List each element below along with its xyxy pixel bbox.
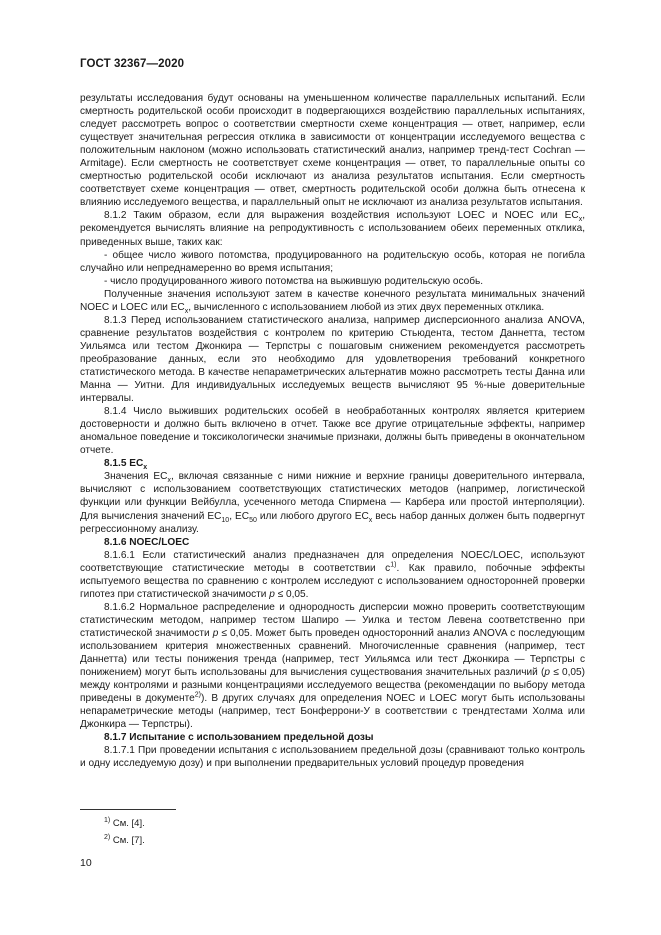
section-heading-8-1-7: 8.1.7 Испытание с использованием предельной дозы: [104, 732, 374, 744]
document-header: ГОСТ 32367—2020: [80, 58, 185, 70]
footnote-divider: [80, 809, 176, 810]
paragraph-ecx-values: Значения $EC_x$, включая связанные с ними нижние и верхние границы доверительного интервала, вычисляют с использованием соответствующих статистических методов (например, логистической функции или функции Вейбулла, усеченного метода Спирмена — Карбера или простой интерполяции). Для вычисления значений $EC_{10}$, $EC_{50}$ или любого другого $EC_x$ весь набор данных должен быть подвергнут регрессионному анализу.: [80, 471, 585, 535]
list-item: - общее число живого потомства, продуцированного на родительскую особь, которая не погибла случайно или непреднамеренно во время испытания;: [80, 249, 585, 274]
footnote-ref: 2): [194, 691, 201, 699]
paragraph-results: результаты исследования будут основаны на уменьшенном количестве параллельных испытаний. Если смертность родительской особи происходит в подвергающихся воздействию параллельных испытаниях, следует рассмотреть вопрос о соответствии смертности схеме концентрация — ответ, например, если существует значительная регрессия отклика в зависимости от концентрации исследуемого вещества с положительным наклоном (можно использовать статистический анализ, например тренд-тест Cochran — Armitage). Если смертность не соответствует схеме концентрация — ответ, то параллельные опыты со смертностью родительской особи исключают из анализа результатов испытания. Если смертность соответствует схеме концентрация — ответ, смертность родительской особи должна быть отнесена к влиянию исследуемого вещества, и параллельный опыт не исключают из анализа результатов испытания.: [80, 93, 585, 209]
paragraph-obtained-values: Полученные значения используют затем в качестве конечного результата минимальных значений NOEC и LOEC или $EC_x$, вычисленного с использованием любой из этих двух переменных отклика.: [80, 288, 585, 315]
document-body: [80, 92, 585, 770]
page-number: 10: [80, 857, 92, 869]
list-item: - число продуцированного живого потомства на выжившую родительскую особь.: [104, 275, 484, 287]
paragraph-8-1-2: 8.1.2 Таким образом, если для выражения воздействия используют LOEC и NOEC или $EC_x$, рекомендуется вычислять влияние на репродуктивность с использованием обеих переменных отклика, приведенных выше, таких как:: [80, 210, 585, 248]
paragraph-8-1-7-1: 8.1.7.1 При проведении испытания с использованием предельной дозы (сравнивают только контроль и одну исследуемую дозу) и при выполнении предварительных условий процедур проведения: [80, 745, 585, 770]
paragraph-8-1-6-1: 8.1.6.1 Если статистический анализ предназначен для определения NOEC/LOEC, используют соответствующие статистические методы в соответствии $с^{1)}$. Как правило, побочные эффекты испытуемого вещества по сравнению с контролем исследуют с использованием односторонней проверки гипотез при статистической значимости p ≤ 0,05.: [80, 549, 586, 600]
footnote-item: $^{2)}$ См. [7].: [104, 833, 145, 846]
footnote-ref: 1): [390, 561, 397, 569]
section-heading-8-1-6: 8.1.6 NOEC/LOEC: [104, 536, 190, 548]
paragraph-8-1-6-2: 8.1.6.2 Нормальное распределение и однородность дисперсии можно проверить соответствующим статистическим методом, например тестом Шапиро — Уилка и тестом Левена соответственно при статистической значимости p ≤ 0,05. Может быть проведен односторонний анализ ANOVA с последующим использованием критерия множественных сравнений. Многочисленные сравнения (например, тест Даннетта) или тесты понижения тренда (например, тест Уильямса или тест Джонкира — Терпстры с понижением) могут быть использованы для вычисления существования значительных различий (p ≤ 0,05) между контролями и разными концентрациями исследуемого вещества (рекомендации по выбору метода приведены в документе$^{2)}$). В других случаях для определения NOEC и LOEC могут быть использованы непараметрические методы (например, тест Бонферрони-У в соответствии с трендтестами Холма или Джонкира — Терпстры).: [80, 601, 585, 731]
footnote-item: $^{1)}$ См. [4].: [104, 816, 145, 829]
footnotes: [104, 815, 574, 849]
paragraph-8-1-4: 8.1.4 Число выживших родительских особей в необработанных контролях является критерием достоверности и должно быть включено в отчет. Также все другие отрицательные эффекты, например аномальное поведение и токсикологически значимые признаки, должны быть приведены в окончательном отчете.: [80, 406, 585, 457]
section-heading-8-1-5: 8.1.5 $EC_x$: [104, 458, 148, 472]
paragraph-8-1-3: 8.1.3 Перед использованием статистического анализа, например дисперсионного анализа ANOVA, сравнение результатов воздействия с контролем по критерию Стьюдента, тестом Даннетта, тестом Уильямса или тестом Джонкира — Терпстры с пошаговым снижением рекомендуется рассмотреть преобразование данных, если это необходимо для удовлетворения требований конкретного статистического метода. В качестве непараметрических альтернатив можно рассмотреть тесты Данна или Манна — Уитни. Для индивидуальных исследуемых веществ вычисляют 95 %-ные доверительные интервалы.: [80, 314, 585, 405]
